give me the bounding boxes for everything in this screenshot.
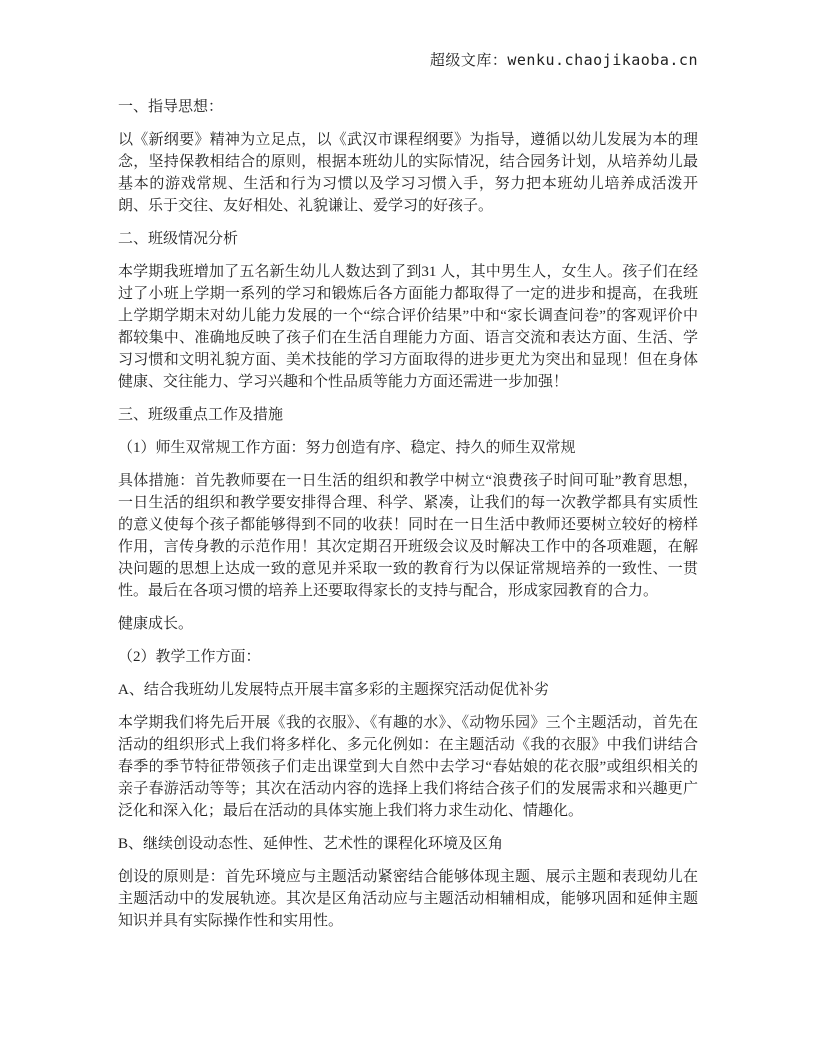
document-body (118, 96, 698, 932)
paragraph: 健康成长。 (118, 616, 194, 632)
section-heading-1: 一、指导思想： (118, 99, 224, 115)
section-heading-3: 三、班级重点工作及措施 (118, 407, 284, 423)
paragraph: 本学期我班增加了五名新生幼儿人数达到了到31 人，其中男生人，女生人。孩子们在经过了小班上学期一系列的学习和锻炼后各方面能力都取得了一定的进步和提高，在我班上学期学期末对幼儿能力发展的一个“综合评价结果”中和“家长调查问卷”的客观评价中都较集中、准确地反映了孩子们在生活自理能力方面、语言交流和表达方面、生活、学习习惯和文明礼貌方面、美术技能的学习方面取得的进步更尤为突出和显现！但在身体健康、交往能力、学习兴趣和个性品质等能力方面还需进一步加强！ (118, 264, 698, 390)
paragraph: 以《新纲要》精神为立足点，以《武汉市课程纲要》为指导，遵循以幼儿发展为本的理念，坚持保教相结合的原则，根据本班幼儿的实际情况，结合园务计划，从培养幼儿最基本的游戏常规、生活和行为习惯以及学习习惯入手，努力把本班幼儿培养成活泼开朗、乐于交往、友好相处、礼貌谦让、爱学习的好孩子。 (118, 132, 698, 214)
paragraph: 具体措施：首先教师要在一日生活的组织和教学中树立“浪费孩子时间可耻”教育思想，一日生活的组织和教学要安排得合理、科学、紧凑，让我们的每一次教学都具有实质性的意义使每个孩子都能够得到不同的收获！同时在一日生活中教师还要树立较好的榜样作用，言传身教的示范作用！其次定期召开班级会议及时解决工作中的各项难题，在解决问题的思想上达成一致的意见并采取一致的教育行为以保证常规培养的一致性、一贯性。最后在各项习惯的培养上还要取得家长的支持与配合，形成家园教育的合力。 (118, 473, 698, 599)
subheading-2: （2）教学工作方面： (118, 649, 261, 665)
paragraph: 创设的原则是：首先环境应与主题活动紧密结合能够体现主题、展示主题和表现幼儿在主题活动中的发展轨迹。其次是区角活动应与主题活动相辅相成，能够巩固和延伸主题知识并具有实际操作性和实用性。 (118, 869, 698, 929)
subheading-1: （1）师生双常规工作方面：努力创造有序、稳定、持久的师生双常规 (118, 440, 576, 456)
subheading-a: A、结合我班幼儿发展特点开展丰富多彩的主题探究活动促优补劣 (118, 682, 549, 698)
site-watermark: 超级文库：wenku.chaojikaoba.cn (429, 51, 698, 69)
subheading-b: B、继续创设动态性、延伸性、艺术性的课程化环境及区角 (118, 836, 504, 852)
section-heading-2: 二、班级情况分析 (118, 231, 239, 247)
paragraph: 本学期我们将先后开展《我的衣服》、《有趣的水》、《动物乐园》三个主题活动，首先在活动的组织形式上我们将多样化、多元化例如：在主题活动《我的衣服》中我们讲结合春季的季节特征带领孩子们走出课堂到大自然中去学习“春姑娘的花衣服”或组织相关的亲子春游活动等等；其次在活动内容的选择上我们将结合孩子们的发展需求和兴趣更广泛化和深入化；最后在活动的具体实施上我们将力求生动化、情趣化。 (118, 715, 698, 819)
